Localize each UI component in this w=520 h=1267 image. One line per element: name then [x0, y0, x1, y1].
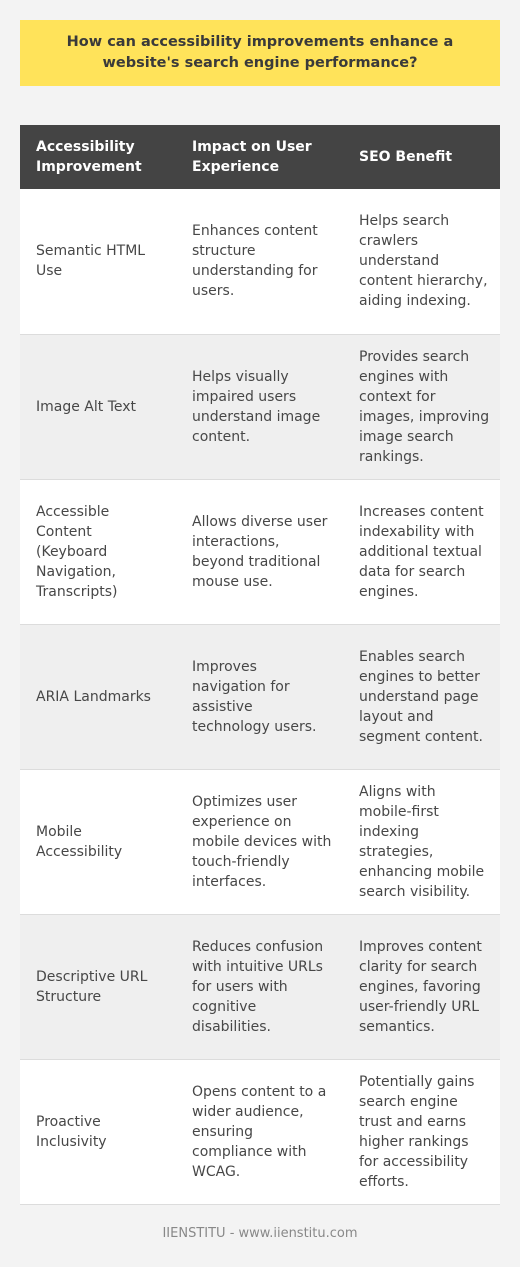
table-row: [20, 624, 500, 769]
cell-seo-benefit: Provides search engines with context for images, improving image search rankings.: [343, 334, 500, 479]
table-row: [20, 914, 500, 1059]
comparison-table: [20, 125, 500, 1205]
cell-impact: Enhances content structure understanding for users.: [176, 189, 343, 334]
column-header-impact-on-user-experience: Impact on User Experience: [176, 125, 343, 189]
table-row: [20, 334, 500, 479]
cell-improvement: Mobile Accessibility: [20, 769, 176, 914]
cell-improvement: Semantic HTML Use: [20, 189, 176, 334]
cell-seo-benefit: Helps search crawlers understand content hierarchy, aiding indexing.: [343, 189, 500, 334]
cell-seo-benefit: Improves content clarity for search engines, favoring user-friendly URL semantics.: [343, 914, 500, 1059]
cell-impact: Allows diverse user interactions, beyond traditional mouse use.: [176, 479, 343, 624]
table-row: [20, 769, 500, 914]
title-banner: [20, 20, 500, 86]
cell-improvement: Image Alt Text: [20, 334, 176, 479]
table-row: [20, 189, 500, 334]
table-header-row: [20, 125, 500, 189]
cell-improvement: Proactive Inclusivity: [20, 1059, 176, 1204]
cell-impact: Opens content to a wider audience, ensuring compliance with WCAG.: [176, 1059, 343, 1204]
cell-improvement: Descriptive URL Structure: [20, 914, 176, 1059]
cell-impact: Optimizes user experience on mobile devices with touch-friendly interfaces.: [176, 769, 343, 914]
cell-seo-benefit: Increases content indexability with additional textual data for search engines.: [343, 479, 500, 624]
cell-improvement: Accessible Content (Keyboard Navigation, Transcripts): [20, 479, 176, 624]
page-title: How can accessibility improvements enhance a website's search engine performance?: [66, 34, 454, 71]
cell-impact: Helps visually impaired users understand image content.: [176, 334, 343, 479]
cell-seo-benefit: Potentially gains search engine trust and earns higher rankings for accessibility efforts.: [343, 1059, 500, 1204]
table-row: [20, 479, 500, 624]
footer-credit: IIENSTITU - www.iienstitu.com: [162, 1226, 358, 1241]
table-row: [20, 1059, 500, 1204]
cell-seo-benefit: Aligns with mobile-first indexing strategies, enhancing mobile search visibility.: [343, 769, 500, 914]
cell-seo-benefit: Enables search engines to better understand page layout and segment content.: [343, 624, 500, 769]
cell-impact: Reduces confusion with intuitive URLs for users with cognitive disabilities.: [176, 914, 343, 1059]
column-header-accessibility-improvement: Accessibility Improvement: [20, 125, 176, 189]
cell-impact: Improves navigation for assistive technology users.: [176, 624, 343, 769]
cell-improvement: ARIA Landmarks: [20, 624, 176, 769]
column-header-seo-benefit: SEO Benefit: [343, 125, 500, 189]
